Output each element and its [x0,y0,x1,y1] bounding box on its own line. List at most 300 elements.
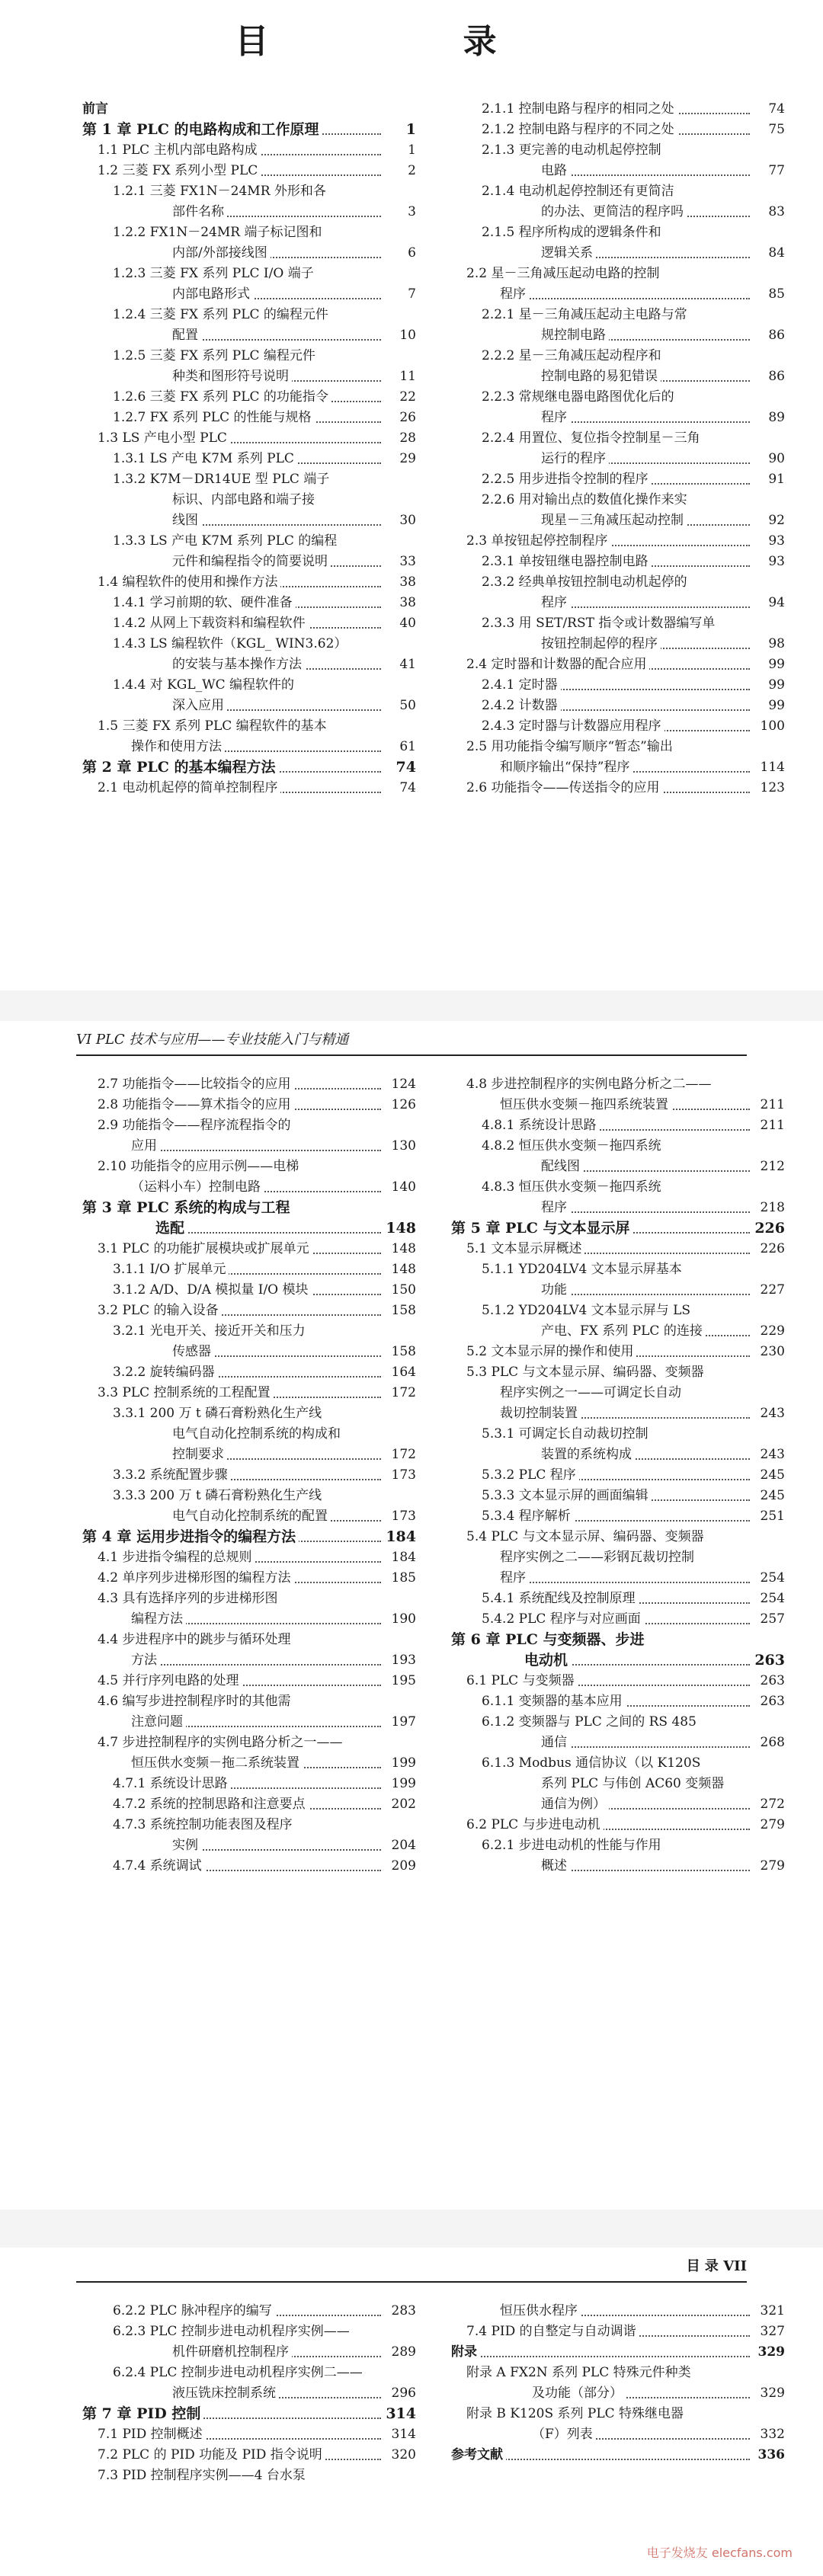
toc-entry-title: 装置的系统构成 [541,1445,750,1465]
toc-entry-title: 2.3.2 经典单按钮控制电动机起停的 [482,572,750,593]
toc-entry-title: 电气自动化控制系统的构成和 [172,1424,381,1445]
toc-entry[interactable] [82,572,416,593]
header-rule [76,1054,747,1056]
toc-entry[interactable] [451,120,785,140]
toc-entry[interactable] [82,1753,416,1774]
toc-entry[interactable] [82,305,416,325]
running-header: 目 录 VII [686,2258,747,2274]
toc-entry-title: 4.3 具有选择序列的步进梯形图 [98,1589,381,1609]
toc-entry-page-number: 2 [408,163,416,178]
toc-entry[interactable] [451,552,785,572]
toc-entry[interactable] [451,1815,785,1835]
toc-entry-title: 控制电路的易犯错误 [541,366,750,387]
toc-entry-title: 第 6 章 PLC 与变频器、步进 [451,1630,750,1650]
toc-entry[interactable] [82,1403,416,1424]
toc-entry[interactable] [451,757,785,778]
toc-entry[interactable] [82,1136,416,1157]
toc-entry[interactable] [82,675,416,696]
toc-entry-title: 2.3 单按钮起停控制程序 [466,531,750,552]
toc-entry[interactable] [451,1177,785,1198]
toc-entry-page-number: 263 [760,1673,785,1688]
toc-entry-page-number: 86 [768,328,785,343]
toc-entry-page-number: 93 [768,554,785,569]
toc-entry-page-number: 209 [391,1858,416,1874]
toc-entry-title: 4.7.3 系统控制功能表图及程序 [113,1815,381,1835]
toc-entry[interactable] [82,2322,416,2342]
toc-entry[interactable] [451,613,785,634]
toc-entry[interactable] [451,325,785,346]
toc-entry-page-number: 74 [395,759,416,776]
toc-entry-page-number: 74 [399,780,416,795]
toc-entry[interactable] [451,1568,785,1589]
toc-entry[interactable] [82,1465,416,1486]
toc-entry[interactable] [451,449,785,469]
toc-entry-title: 第 5 章 PLC 与文本显示屏 [451,1218,750,1239]
toc-entry[interactable] [82,1671,416,1691]
toc-entry-title: 4.7.4 系统调试 [113,1856,381,1877]
toc-entry[interactable] [451,634,785,654]
toc-entry-title: 2.1.2 控制电路与程序的不同之处 [482,120,750,140]
toc-entry[interactable] [451,1671,785,1691]
toc-entry[interactable] [451,366,785,387]
toc-entry[interactable] [451,1157,785,1177]
toc-entry-title: 第 2 章 PLC 的基本编程方法 [82,757,381,778]
toc-entry-page-number: 93 [768,533,785,549]
toc-entry-page-number: 268 [760,1735,785,1750]
toc-entry-title: 的办法、更简洁的程序吗 [541,202,750,222]
toc-entry-title: 1.2 三菱 FX 系列小型 PLC [98,161,381,181]
toc-entry[interactable] [451,140,785,161]
toc-entry-title: 2.3.3 用 SET/RST 指令或计数器编写单 [482,613,750,634]
toc-entry[interactable] [82,284,416,305]
toc-entry-page-number: 296 [391,2386,416,2401]
toc-entry[interactable] [451,264,785,284]
toc-entry[interactable] [82,716,416,737]
toc-entry[interactable] [82,1342,416,1362]
toc-entry[interactable] [451,1733,785,1753]
toc-entry-title: 5.4 PLC 与文本显示屏、编码器、变频器 [466,1527,750,1547]
toc-entry-title: 4.4 步进程序中的跳步与循环处理 [98,1630,381,1650]
toc-entry-title: 机件研磨机控制程序 [172,2342,381,2363]
toc-entry[interactable] [82,2383,416,2404]
toc-entry[interactable] [82,1301,416,1321]
toc-column-right [451,2301,785,2466]
toc-entry-title: 2.5 用功能指令编写顺序“暂态”输出 [466,737,750,757]
toc-entry-page-number: 89 [768,410,785,425]
toc-entry-title: 5.3 PLC 与文本显示屏、编码器、变频器 [466,1362,750,1383]
toc-entry[interactable] [82,161,416,181]
toc-entry-title: 6.1.3 Modbus 通信协议（以 K120S [482,1753,750,1774]
toc-entry[interactable] [82,1198,416,1218]
toc-entry[interactable] [451,1486,785,1506]
toc-entry[interactable] [451,346,785,366]
toc-entry[interactable] [451,716,785,737]
toc-entry-title: 第 1 章 PLC 的电路构成和工作原理 [82,120,381,140]
toc-entry-title: 2.9 功能指令——程序流程指令的 [98,1115,381,1136]
toc-entry[interactable] [82,2466,416,2486]
toc-entry[interactable] [82,2342,416,2363]
toc-entry[interactable] [82,1424,416,1445]
toc-entry[interactable] [82,387,416,408]
toc-entry[interactable] [451,181,785,202]
toc-entry[interactable] [82,428,416,449]
toc-entry-page-number: 257 [760,1611,785,1627]
toc-entry-title: 2.2.6 用对输出点的数值化操作来实 [482,490,750,510]
toc-entry[interactable] [451,2424,785,2445]
toc-entry[interactable] [451,2301,785,2322]
toc-entry[interactable] [451,1547,785,1568]
toc-entry[interactable] [82,1259,416,1280]
toc-entry[interactable] [82,654,416,675]
toc-entry[interactable] [82,1321,416,1342]
toc-entry[interactable] [451,1403,785,1424]
toc-entry[interactable] [451,161,785,181]
toc-entry[interactable] [82,1794,416,1815]
toc-entry[interactable] [451,593,785,613]
toc-entry[interactable] [451,202,785,222]
toc-entry-title: 1.4.3 LS 编程软件（KGL_ WIN3.62） [113,634,381,654]
toc-entry-page-number: 83 [768,204,785,219]
toc-entry-page-number: 148 [391,1262,416,1277]
toc-entry[interactable] [451,408,785,428]
toc-entry-title: 附录 A FX2N 系列 PLC 特殊元件种类 [466,2363,750,2383]
toc-entry[interactable] [82,1362,416,1383]
toc-entry[interactable] [451,1835,785,1856]
toc-entry-title: 恒压供水变频－拖二系统装置 [131,1753,381,1774]
toc-entry[interactable] [451,490,785,510]
toc-entry[interactable] [451,1136,785,1157]
toc-entry[interactable] [82,120,416,140]
toc-entry[interactable] [451,1218,785,1239]
toc-entry-page-number: 245 [760,1488,785,1503]
toc-entry[interactable] [82,1486,416,1506]
toc-entry-page-number: 40 [399,616,416,631]
toc-entry-page-number: 193 [391,1653,416,1668]
toc-entry-title: 3.3.1 200 万 t 磷石膏粉熟化生产线 [113,1403,381,1424]
toc-entry[interactable] [451,2445,785,2466]
toc-entry[interactable] [451,1691,785,1712]
toc-entry[interactable] [82,1774,416,1794]
toc-entry-page-number: 50 [399,698,416,713]
toc-entry[interactable] [451,1095,785,1115]
toc-entry[interactable] [451,1445,785,1465]
toc-entry-title: 2.4 定时器和计数器的配合应用 [466,654,750,675]
toc-entry-page-number: 75 [768,122,785,137]
toc-entry[interactable] [451,1362,785,1383]
toc-entry[interactable] [82,1177,416,1198]
toc-entry-title: 电动机 [524,1650,750,1671]
toc-entry[interactable] [82,181,416,202]
toc-entry[interactable] [82,1815,416,1835]
toc-entry[interactable] [82,99,416,120]
toc-entry-page-number: 92 [768,513,785,528]
toc-entry[interactable] [82,366,416,387]
toc-entry[interactable] [451,284,785,305]
toc-entry[interactable] [451,1589,785,1609]
toc-entry-title: 4.7.1 系统设计思路 [113,1774,381,1794]
toc-entry[interactable] [451,222,785,243]
toc-entry[interactable] [451,531,785,552]
toc-entry[interactable] [82,613,416,634]
toc-entry[interactable] [82,1218,416,1239]
toc-entry-title: 3.2.2 旋转编码器 [113,1362,381,1383]
toc-entry-title: 2.8 功能指令——算术指令的应用 [98,1095,381,1115]
toc-entry-title: 逻辑关系 [541,243,750,264]
toc-entry-title: 4.8.2 恒压供水变频－拖四系统 [482,1136,750,1157]
toc-entry[interactable] [451,243,785,264]
toc-entry[interactable] [451,1506,785,1527]
toc-entry[interactable] [451,1301,785,1321]
toc-entry[interactable] [82,264,416,284]
toc-entry[interactable] [451,2404,785,2424]
toc-entry-title: 标识、内部电路和端子接 [172,490,381,510]
toc-entry[interactable] [82,1568,416,1589]
toc-entry-page-number: 10 [399,328,416,343]
toc-entry-title: 前言 [82,99,381,120]
toc-entry-page-number: 84 [768,245,785,261]
toc-entry-page-number: 199 [391,1755,416,1771]
toc-entry[interactable] [451,1856,785,1877]
toc-entry-title: 5.1.2 YD204LV4 文本显示屏与 LS [482,1301,750,1321]
toc-entry[interactable] [451,2383,785,2404]
toc-entry-title: 6.1.2 变频器与 PLC 之间的 RS 485 [482,1712,750,1733]
toc-entry[interactable] [82,1095,416,1115]
toc-entry-title: 6.2.2 PLC 脉冲程序的编写 [113,2301,381,2322]
toc-entry-title: 4.7.2 系统的控制思路和注意要点 [113,1794,381,1815]
toc-entry-page-number: 336 [757,2447,785,2462]
toc-entry[interactable] [82,222,416,243]
toc-entry[interactable] [82,1239,416,1259]
toc-entry[interactable] [451,1609,785,1630]
toc-entry-page-number: 123 [760,780,785,795]
toc-entry[interactable] [451,2363,785,2383]
toc-entry[interactable] [82,1712,416,1733]
toc-entry[interactable] [451,675,785,696]
toc-entry-page-number: 164 [391,1365,416,1380]
toc-entry-title: 的安装与基本操作方法 [172,654,381,675]
toc-entry-title: 7.2 PLC 的 PID 功能及 PID 指令说明 [98,2445,381,2466]
toc-entry[interactable] [82,243,416,264]
toc-entry[interactable] [451,1074,785,1095]
toc-entry-page-number: 173 [391,1467,416,1483]
toc-entry[interactable] [82,140,416,161]
toc-entry-page-number: 99 [768,698,785,713]
toc-entry[interactable] [82,1733,416,1753]
toc-entry[interactable] [82,1074,416,1095]
toc-entry[interactable] [82,408,416,428]
toc-entry[interactable] [451,1239,785,1259]
toc-page-3 [0,2248,823,2576]
toc-entry-page-number: 230 [760,1344,785,1359]
toc-entry-title: 按钮控制起停的程序 [541,634,750,654]
toc-entry-title: 程序实例之一——可调定长自动 [500,1383,750,1403]
toc-entry-page-number: 314 [391,2427,416,2442]
toc-entry[interactable] [82,510,416,531]
toc-entry[interactable] [451,654,785,675]
toc-entry-title: 电气自动化控制系统的配置 [172,1506,381,1527]
toc-entry-page-number: 29 [399,451,416,466]
toc-entry[interactable] [82,1609,416,1630]
toc-entry-title: 1.2.3 三菱 FX 系列 PLC I/O 端子 [113,264,381,284]
toc-entry[interactable] [451,1774,785,1794]
toc-entry[interactable] [451,1342,785,1362]
toc-entry[interactable] [451,737,785,757]
toc-entry-title: 线图 [172,510,381,531]
toc-entry[interactable] [451,2342,785,2363]
toc-entry[interactable] [82,1506,416,1527]
toc-entry[interactable] [82,346,416,366]
toc-entry[interactable] [82,696,416,716]
toc-entry[interactable] [82,1630,416,1650]
toc-entry-page-number: 61 [399,739,416,754]
toc-entry-title: 1.3.2 K7M－DR14UE 型 PLC 端子 [113,469,381,490]
toc-entry[interactable] [82,593,416,613]
toc-entry[interactable] [451,1383,785,1403]
toc-entry-title: 3.3.3 200 万 t 磷石膏粉熟化生产线 [113,1486,381,1506]
toc-entry[interactable] [82,634,416,654]
toc-entry-page-number: 184 [391,1550,416,1565]
toc-entry-title: 5.4.2 PLC 程序与对应画面 [482,1609,750,1630]
toc-entry[interactable] [82,2424,416,2445]
toc-entry-title: 1.2.7 FX 系列 PLC 的性能与规格 [113,408,381,428]
toc-entry-title: 2.2.1 星－三角减压起动主电路与常 [482,305,750,325]
toc-entry-page-number: 197 [391,1714,416,1730]
toc-entry-page-number: 173 [391,1509,416,1524]
toc-entry[interactable] [82,737,416,757]
toc-entry[interactable] [451,1650,785,1671]
toc-entry[interactable] [451,1259,785,1280]
toc-entry[interactable] [82,1527,416,1547]
toc-entry[interactable] [82,1589,416,1609]
toc-entry[interactable] [451,1115,785,1136]
toc-entry-title: 4.2 单序列步进梯形图的编程方法 [98,1568,381,1589]
toc-entry-page-number: 254 [760,1570,785,1586]
toc-entry-title: 6.2.3 PLC 控制步进电动机程序实例—— [113,2322,381,2342]
toc-entry-page-number: 190 [391,1611,416,1627]
toc-entry[interactable] [451,428,785,449]
toc-entry[interactable] [451,305,785,325]
toc-entry-page-number: 172 [391,1447,416,1462]
toc-entry[interactable] [451,2322,785,2342]
toc-entry-title: 程序 [541,408,750,428]
toc-entry-title: 3.3 PLC 控制系统的工程配置 [98,1383,381,1403]
toc-entry[interactable] [82,1280,416,1301]
toc-entry-title: 恒压供水变频－拖四系统装置 [500,1095,750,1115]
toc-entry[interactable] [82,1115,416,1136]
toc-entry-title: 第 4 章 运用步进指令的编程方法 [82,1527,381,1547]
toc-entry-title: 规控制电路 [541,325,750,346]
toc-entry[interactable] [82,2363,416,2383]
toc-entry[interactable] [82,2404,416,2424]
toc-entry-page-number: 243 [760,1406,785,1421]
toc-entry[interactable] [451,1424,785,1445]
toc-entry[interactable] [451,99,785,120]
toc-entry[interactable] [82,778,416,798]
toc-entry[interactable] [82,2301,416,2322]
toc-entry-page-number: 279 [760,1858,785,1874]
toc-entry[interactable] [82,1547,416,1568]
toc-entry-page-number: 204 [391,1838,416,1853]
toc-entry-title: 6.2.4 PLC 控制步进电动机程序实例二—— [113,2363,381,2383]
toc-entry-page-number: 26 [399,410,416,425]
toc-entry-title: 种类和图形符号说明 [172,366,381,387]
toc-entry-page-number: 251 [760,1509,785,1524]
toc-entry[interactable] [451,1794,785,1815]
toc-entry-title: 6.2 PLC 与步进电动机 [466,1815,750,1835]
toc-entry[interactable] [451,1630,785,1650]
toc-entry[interactable] [82,1445,416,1465]
toc-entry[interactable] [82,552,416,572]
toc-entry[interactable] [82,202,416,222]
toc-entry[interactable] [451,1527,785,1547]
toc-entry[interactable] [451,1712,785,1733]
toc-entry[interactable] [82,490,416,510]
toc-entry-title: 3.1.1 I/O 扩展单元 [113,1259,381,1280]
toc-entry[interactable] [82,757,416,778]
toc-entry[interactable] [451,1280,785,1301]
toc-entry-title: 3.3.2 系统配置步骤 [113,1465,381,1486]
toc-entry[interactable] [82,2445,416,2466]
toc-page-1 [0,0,823,990]
toc-entry-page-number: 1 [408,142,416,158]
toc-entry[interactable] [82,1691,416,1712]
toc-entry[interactable] [82,469,416,490]
toc-entry[interactable] [451,1321,785,1342]
toc-entry-page-number: 126 [391,1097,416,1112]
toc-entry-title: 编程方法 [131,1609,381,1630]
toc-entry[interactable] [451,778,785,798]
toc-entry-title: 4.5 并行序列电路的处理 [98,1671,381,1691]
toc-entry-title: 配线图 [541,1157,750,1177]
toc-entry[interactable] [451,1753,785,1774]
toc-entry[interactable] [451,469,785,490]
toc-entry-page-number: 150 [391,1282,416,1298]
toc-entry-page-number: 263 [754,1652,785,1669]
toc-entry[interactable] [82,1856,416,1877]
toc-entry[interactable] [451,572,785,593]
toc-entry-title: 程序 [500,1568,750,1589]
toc-entry-page-number: 226 [760,1241,785,1256]
toc-entry-page-number: 41 [399,657,416,672]
toc-entry-title: 3.2 PLC 的输入设备 [98,1301,381,1321]
toc-entry-page-number: 99 [768,677,785,693]
toc-entry-page-number: 172 [391,1385,416,1400]
toc-entry-title: 1.3.3 LS 产电 K7M 系列 PLC 的编程 [113,531,381,552]
toc-entry-page-number: 30 [399,513,416,528]
toc-column-left [82,1074,416,1877]
toc-entry[interactable] [451,1198,785,1218]
toc-entry[interactable] [82,449,416,469]
toc-entry-page-number: 77 [768,163,785,178]
toc-entry[interactable] [82,1650,416,1671]
toc-entry-page-number: 289 [391,2344,416,2360]
toc-entry[interactable] [82,325,416,346]
toc-entry[interactable] [451,510,785,531]
toc-entry-title: 5.3.3 文本显示屏的画面编辑 [482,1486,750,1506]
toc-entry[interactable] [82,1157,416,1177]
toc-entry[interactable] [451,696,785,716]
toc-entry[interactable] [451,387,785,408]
toc-entry[interactable] [82,531,416,552]
toc-entry-title: 方法 [131,1650,381,1671]
toc-entry[interactable] [451,1465,785,1486]
toc-entry-title: 控制要求 [172,1445,381,1465]
toc-entry[interactable] [82,1835,416,1856]
toc-entry-title: 1.3 LS 产电小型 PLC [98,428,381,449]
toc-entry-title: 7.1 PID 控制概述 [98,2424,381,2445]
toc-entry[interactable] [82,1383,416,1403]
toc-entry-page-number: 148 [391,1241,416,1256]
